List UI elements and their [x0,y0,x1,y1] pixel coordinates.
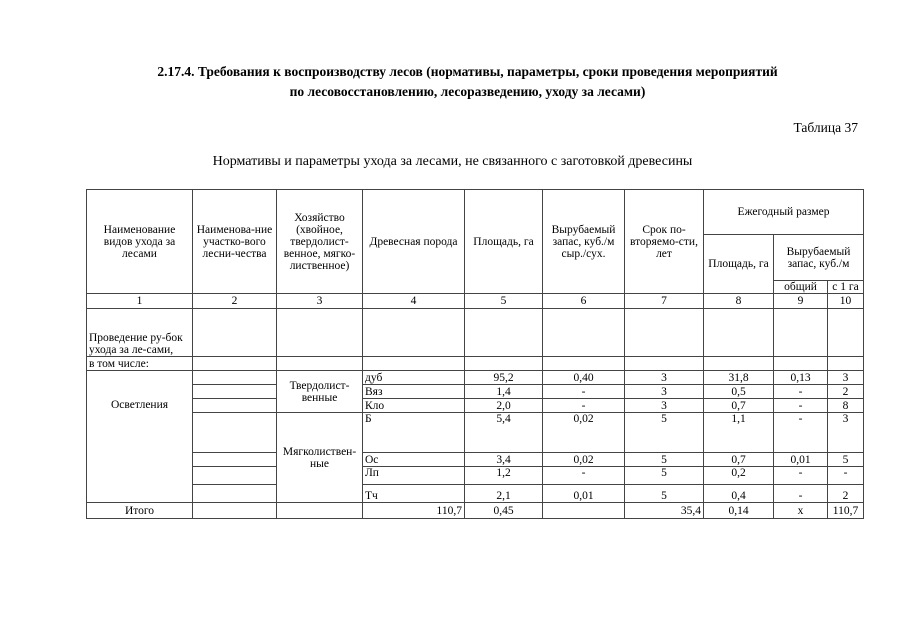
table-row [87,485,864,503]
annual-total-cell: 0,01 [774,453,828,467]
table-caption: Нормативы и параметры ухода за лесами, не связанного с заготовкой древесины [212,154,693,169]
column-number: 4 [363,294,465,309]
annual-total-cell: - [774,385,828,399]
period-cell: 3 [625,371,704,385]
total-cell: 0,14 [704,503,774,519]
including-label: в том числе: [87,357,193,371]
annual-per-ha-cell: 3 [828,371,864,385]
period-cell: 5 [625,453,704,467]
species-cell: Кло [363,399,465,413]
annual-per-ha-cell: 8 [828,399,864,413]
thinning-label: Проведение ру-бок ухода за ле-сами, [87,309,193,357]
total-label: Итого [87,503,193,519]
table-row [87,467,864,485]
header-cell: Ежегодный размер [704,190,864,235]
heading-line-2: по лесовосстановлению, лесоразведению, уходу за лесами) [289,84,646,99]
stock-cell: - [543,467,625,485]
period-cell: 5 [625,413,704,453]
header-cell: Наименова-ние участко-вого лесни-чества [193,190,277,294]
header-cell: Площадь, га [704,235,774,294]
annual-total-cell: - [774,467,828,485]
column-number: 1 [87,294,193,309]
period-cell: 5 [625,467,704,485]
total-cell: 35,4 [625,503,704,519]
table-row [87,385,864,399]
column-number: 6 [543,294,625,309]
area-cell: 95,2 [465,371,543,385]
stock-cell: 0,02 [543,413,625,453]
column-number: 8 [704,294,774,309]
total-cell: 110,7 [363,503,465,519]
stock-cell: 0,40 [543,371,625,385]
annual-total-cell: - [774,413,828,453]
table-row [87,413,864,453]
column-number: 3 [277,294,363,309]
table-row [87,371,864,385]
species-cell: дуб [363,371,465,385]
annual-per-ha-cell: 2 [828,385,864,399]
annual-total-cell: - [774,485,828,503]
area-cell: 3,4 [465,453,543,467]
header-cell: с 1 га [828,281,864,294]
annual-area-cell: 1,1 [704,413,774,453]
column-number: 7 [625,294,704,309]
column-number: 2 [193,294,277,309]
annual-total-cell: - [774,399,828,413]
column-numbers-row [87,294,864,309]
column-number: 9 [774,294,828,309]
annual-area-cell: 31,8 [704,371,774,385]
header-cell: Площадь, га [465,190,543,294]
total-cell: 0,45 [465,503,543,519]
annual-area-cell: 0,7 [704,453,774,467]
hardwood-label: Твердолист-венные [277,371,363,413]
area-cell: 5,4 [465,413,543,453]
header-cell: Наименование видов ухода за лесами [87,190,193,294]
column-number: 10 [828,294,864,309]
table-number: Таблица 37 [793,120,858,135]
period-cell: 3 [625,385,704,399]
annual-per-ha-cell: 2 [828,485,864,503]
species-cell: Тч [363,485,465,503]
header-cell: Вырубаемый запас, куб./м сыр./сух. [543,190,625,294]
header-cell: Срок по-вторяемо-сти, лет [625,190,704,294]
column-number: 5 [465,294,543,309]
header-cell: общий [774,281,828,294]
table-row [87,357,864,371]
area-cell: 1,2 [465,467,543,485]
total-row [87,503,864,519]
clearing-label: Осветления [87,371,193,503]
period-cell: 3 [625,399,704,413]
annual-area-cell: 0,2 [704,467,774,485]
stock-cell: - [543,399,625,413]
annual-total-cell: 0,13 [774,371,828,385]
stock-cell: - [543,385,625,399]
annual-per-ha-cell: 3 [828,413,864,453]
annual-area-cell: 0,5 [704,385,774,399]
stock-cell: 0,01 [543,485,625,503]
stock-cell: 0,02 [543,453,625,467]
annual-area-cell: 0,7 [704,399,774,413]
norms-table [86,189,864,519]
table-row [87,309,864,357]
section-heading [100,62,835,102]
header-cell: Вырубаемый запас, куб./м [774,235,864,281]
species-cell: Б [363,413,465,453]
softwood-label: Мягколиствен-ные [277,413,363,503]
header-cell: Хозяйство (хвойное, твердолист-венное, мягко-лиственное) [277,190,363,294]
species-cell: Ос [363,453,465,467]
period-cell: 5 [625,485,704,503]
annual-per-ha-cell: 5 [828,453,864,467]
total-cell: х [774,503,828,519]
total-cell: 110,7 [828,503,864,519]
species-cell: Вяз [363,385,465,399]
header-cell: Древесная порода [363,190,465,294]
table-row [87,453,864,467]
annual-area-cell: 0,4 [704,485,774,503]
table-row [87,399,864,413]
header-row-1 [87,190,864,235]
area-cell: 2,1 [465,485,543,503]
annual-per-ha-cell: - [828,467,864,485]
area-cell: 2,0 [465,399,543,413]
area-cell: 1,4 [465,385,543,399]
species-cell: Лп [363,467,465,485]
heading-line-1: 2.17.4. Требования к воспроизводству лесов (нормативы, параметры, сроки проведения мероприятий [157,64,778,79]
